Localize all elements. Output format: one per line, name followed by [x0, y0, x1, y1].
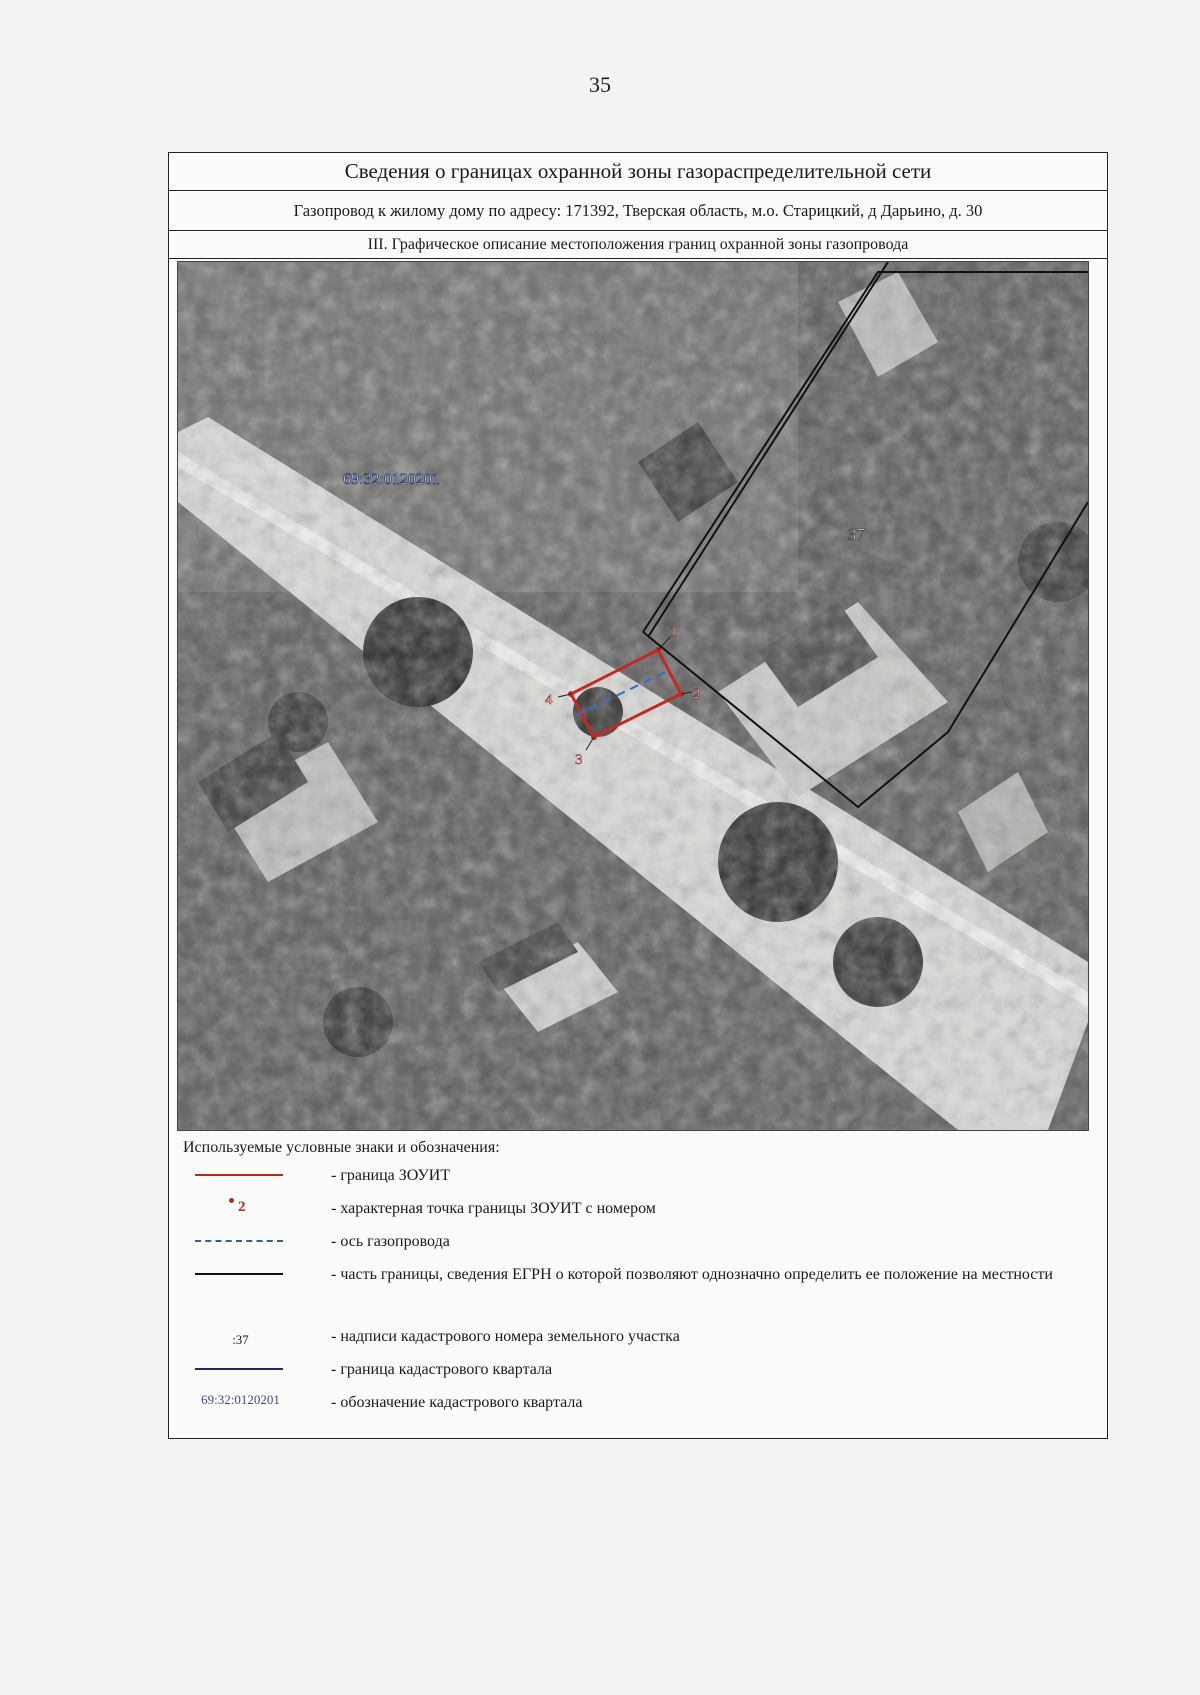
aerial-map [177, 261, 1089, 1131]
legend-item [183, 1357, 1083, 1390]
legend-item-text: - часть границы, сведения ЕГРН о которой позволяют однозначно определить ее положение на местности [331, 1266, 1053, 1283]
legend-item [183, 1163, 1083, 1196]
legend-item [183, 1324, 1083, 1357]
map-canvas [178, 262, 1088, 1130]
parcel-label-sample: :37 [232, 1332, 249, 1347]
point-label-4: 4 [545, 692, 553, 708]
point-label-2: 2 [693, 686, 701, 702]
parcel-label-symbol [183, 1324, 331, 1346]
parcel-label: :37 [843, 525, 865, 544]
document-title: Сведения о границах охранной зоны газораспределительной сети [169, 153, 1107, 191]
legend-item-text: - ось газопровода [331, 1233, 450, 1250]
legend-item [183, 1262, 1083, 1324]
point-label-3: 3 [575, 752, 583, 768]
legend-item-text: - граница ЗОУИТ [331, 1167, 451, 1184]
quarter-boundary-symbol [183, 1357, 331, 1379]
object-description: Газопровод к жилому дому по адресу: 171392, Тверская область, м.о. Старицкий, д Дарьино, д. 30 [169, 191, 1107, 231]
egrn-boundary-symbol [183, 1262, 331, 1284]
legend-item-text: - характерная точка границы ЗОУИТ с номером [331, 1200, 656, 1217]
legend-item [183, 1390, 1083, 1423]
page-number: 35 [589, 72, 611, 97]
zouit-boundary-symbol [183, 1163, 331, 1185]
point-label-1: 1 [670, 624, 678, 640]
legend-item [183, 1196, 1083, 1229]
legend-item-text: - граница кадастрового квартала [331, 1361, 553, 1378]
quarter-label-symbol [183, 1390, 331, 1412]
legend-item-text: - обозначение кадастрового квартала [331, 1394, 583, 1411]
legend-item [183, 1229, 1083, 1262]
legend-title: Используемые условные знаки и обозначения: [183, 1139, 500, 1156]
quarter-label: 69:32:0120201 [343, 471, 440, 488]
document-frame [168, 152, 1108, 1439]
boundary-point-symbol [183, 1196, 331, 1218]
photo-texture [178, 262, 1088, 1130]
quarter-label-sample: 69:32:0120201 [201, 1392, 280, 1407]
legend-item-text: - надписи кадастрового номера земельного участка [331, 1328, 680, 1345]
section-title: III. Графическое описание местоположения границ охранной зоны газопровода [169, 231, 1107, 259]
boundary-point-number: 2 [238, 1199, 246, 1215]
legend [183, 1139, 1083, 1423]
pipeline-axis-symbol [183, 1229, 331, 1251]
